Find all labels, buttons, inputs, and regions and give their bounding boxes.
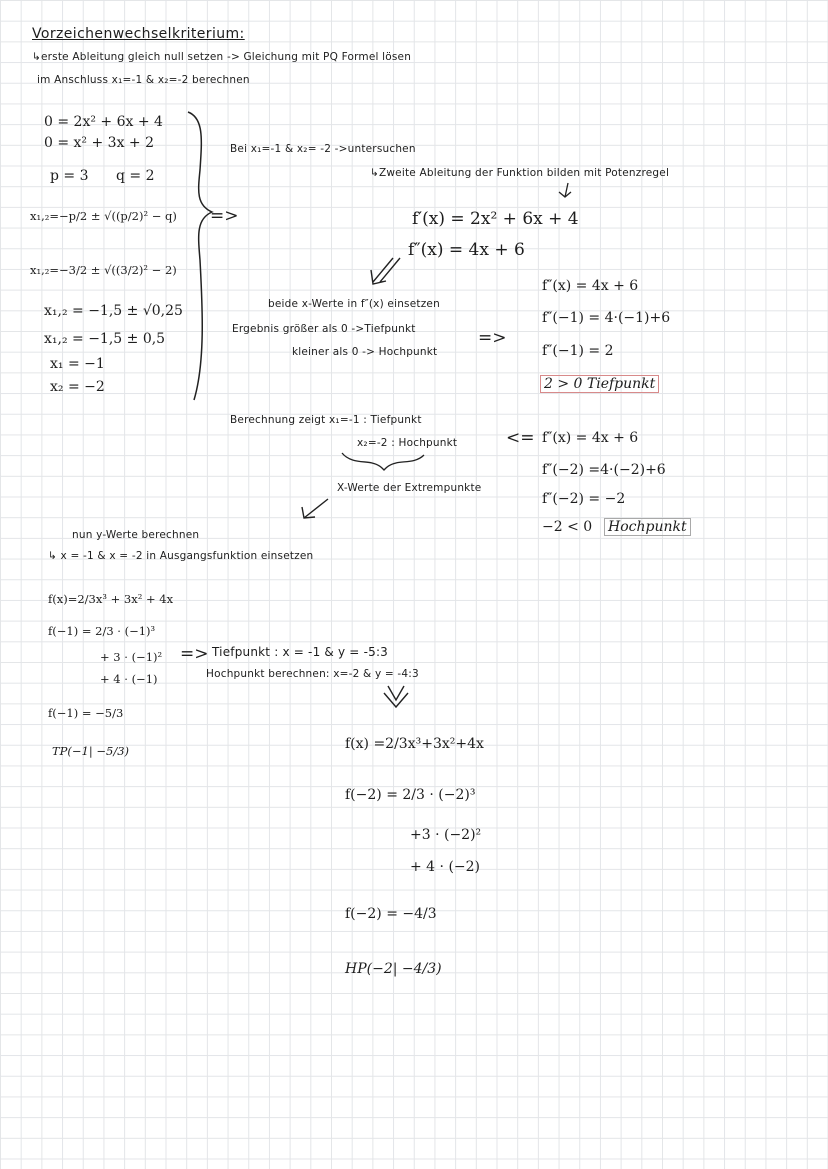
equation-zero-2: 0 = x² + 3x + 2: [44, 135, 155, 151]
brace-icon: [188, 112, 212, 400]
tp-check-line-3: f″(−1) = 2: [542, 343, 614, 359]
result-tiefpunkt: Berechnung zeigt x₁=-1 : Tiefpunkt: [230, 414, 422, 426]
arrow-down-icon: [559, 183, 571, 197]
hochpunkt-coordinates: HP(−2| −4/3): [345, 961, 442, 977]
tp-calc-line-3: + 4 · (−1): [100, 672, 158, 686]
arrow-down-left-icon: [302, 499, 328, 518]
page-title: Vorzeichenwechselkriterium:: [32, 26, 245, 42]
implies-arrow-3: =>: [180, 644, 209, 664]
tp-function: f(x)=2/3x³ + 3x² + 4x: [48, 592, 174, 606]
instruction-line-2: im Anschluss x₁=-1 & x₂=-2 berechnen: [37, 74, 250, 86]
hp-check-line-3: f″(−2) = −2: [542, 491, 626, 507]
pq-formula: x₁,₂=−p/2 ± √((p/2)² − q): [30, 209, 177, 223]
hp-calc-line-1: f(−2) = 2/3 · (−2)³: [345, 787, 476, 803]
hp-check-line-2: f″(−2) =4·(−2)+6: [542, 462, 666, 478]
tp-check-result: 2 > 0 Tiefpunkt: [540, 375, 659, 393]
pq-root-step: x₁,₂ = −1,5 ± √0,25: [44, 303, 183, 319]
note-smaller-zero: kleiner als 0 -> Hochpunkt: [292, 346, 438, 358]
equation-zero-1: 0 = 2x² + 6x + 4: [44, 114, 163, 130]
tp-calc-result: f(−1) = −5/3: [48, 706, 124, 720]
x2-result: x₂ = −2: [50, 379, 105, 395]
tp-calc-line-1: f(−1) = 2/3 · (−1)³: [48, 624, 156, 638]
hp-function: f(x) =2/3x³+3x²+4x: [345, 736, 484, 752]
hp-calc-result: f(−2) = −4/3: [345, 906, 437, 922]
hp-calc-line-3: + 4 · (−2): [410, 859, 480, 875]
y-values-instruction: ↳ x = -1 & x = -2 in Ausgangsfunktion einsetzen: [48, 550, 314, 562]
x1-result: x₁ = −1: [50, 356, 105, 372]
summary-hochpunkt: Hochpunkt berechnen: x=-2 & y = -4:3: [206, 668, 419, 680]
implied-by-arrow: <=: [506, 428, 535, 448]
tiefpunkt-coordinates: TP(−1| −5/3): [52, 744, 130, 758]
instruction-line-1: ↳erste Ableitung gleich null setzen -> Gleichung mit PQ Formel lösen: [32, 51, 412, 63]
tp-check-line-1: f″(x) = 4x + 6: [542, 278, 639, 294]
p-value: p = 3: [50, 168, 89, 184]
hp-check-line-1: f″(x) = 4x + 6: [542, 430, 639, 446]
note-second-derivative: ↳Zweite Ableitung der Funktion bilden mit Potenzregel: [370, 167, 670, 179]
summary-tiefpunkt: Tiefpunkt : x = -1 & y = -5:3: [212, 645, 389, 659]
y-values-heading: nun y-Werte berechnen: [72, 529, 200, 541]
underbrace-icon: [342, 453, 424, 470]
first-derivative: f′(x) = 2x² + 6x + 4: [412, 209, 579, 229]
note-investigate: Bei x₁=-1 & x₂= -2 ->untersuchen: [230, 143, 416, 155]
hp-calc-line-2: +3 · (−2)²: [410, 827, 482, 843]
implies-arrow-1: =>: [210, 206, 239, 226]
tp-check-line-2: f″(−1) = 4·(−1)+6: [542, 310, 671, 326]
note-greater-zero: Ergebnis größer als 0 ->Tiefpunkt: [232, 323, 416, 335]
tp-calc-line-2: + 3 · (−1)²: [100, 650, 163, 664]
second-derivative: f″(x) = 4x + 6: [408, 240, 525, 260]
hp-check-inequality: −2 < 0: [542, 519, 593, 535]
double-down-arrow-icon: [384, 686, 408, 707]
note-insert-x-values: beide x-Werte in f″(x) einsetzen: [268, 298, 440, 310]
q-value: q = 2: [116, 168, 155, 184]
double-arrow-icon: [371, 258, 400, 284]
implies-arrow-2: =>: [478, 328, 507, 348]
result-hochpunkt: x₂=-2 : Hochpunkt: [357, 437, 458, 449]
pq-substitution: x₁,₂=−3/2 ± √((3/2)² − 2): [30, 263, 177, 277]
extrema-x-values-label: X-Werte der Extrempunkte: [337, 482, 482, 494]
pq-plusminus-step: x₁,₂ = −1,5 ± 0,5: [44, 331, 166, 347]
hp-check-result: Hochpunkt: [604, 518, 691, 536]
